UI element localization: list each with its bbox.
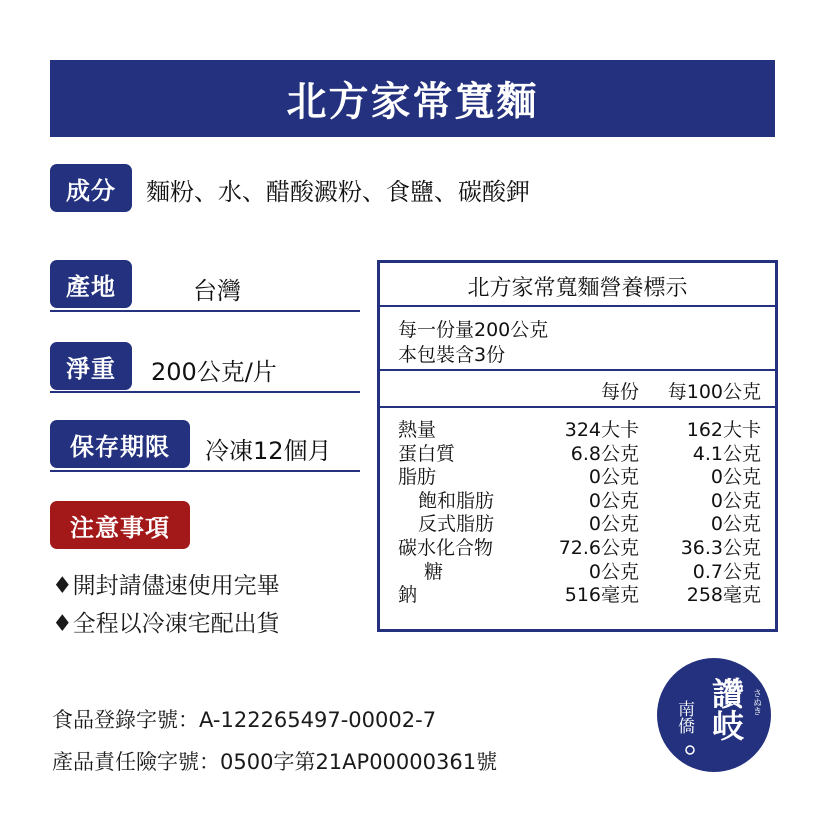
nutrition-row-fat xyxy=(380,462,775,489)
per-serving-value: 0公克 xyxy=(588,560,639,583)
per-serving-value: 0公克 xyxy=(588,466,639,489)
nutrition-title: 北方家常寬麵營養標示 xyxy=(467,276,688,301)
servings-per-pack: 本包裝含3份 xyxy=(398,344,506,366)
nutrient-name: 反式脂肪 xyxy=(418,513,495,536)
nutrition-divider xyxy=(380,305,775,307)
nutrition-row-sodium xyxy=(380,580,775,607)
note-item-2: ♦全程以冷凍宅配出貨 xyxy=(52,611,280,637)
nutrition-row-saturated-fat xyxy=(380,486,775,510)
col-per-100g: 每100公克 xyxy=(667,381,761,403)
shelf-life-rule xyxy=(50,470,360,472)
shelf-life-value: 冷凍12個月 xyxy=(205,437,332,465)
logo-kana: さぬき xyxy=(751,688,761,716)
serving-size: 每一份量200公克 xyxy=(398,319,549,341)
per-100g-value: 0公克 xyxy=(710,513,761,536)
nutrition-divider xyxy=(380,369,775,371)
food-registration-number: 食品登錄字號：A-122265497-00002-7 xyxy=(52,708,437,732)
origin-tag: 產地 xyxy=(50,260,132,308)
nutrient-name: 鈉 xyxy=(398,584,418,607)
nutrition-row-carbohydrate xyxy=(380,533,775,557)
nutrient-name: 碳水化合物 xyxy=(398,536,494,559)
per-100g-value: 0公克 xyxy=(710,466,761,489)
note-item-1: ♦開封請儘速使用完畢 xyxy=(52,573,280,599)
per-serving-value: 0公克 xyxy=(588,489,639,512)
per-serving-value: 516毫克 xyxy=(564,584,639,607)
net-weight-tag: 淨重 xyxy=(50,342,132,390)
nutrition-table xyxy=(377,260,778,632)
per-serving-value: 6.8公克 xyxy=(570,442,639,465)
logo-side-text: 南僑 xyxy=(674,700,694,734)
per-serving-value: 72.6公克 xyxy=(558,536,639,559)
nutrition-row-trans-fat xyxy=(380,509,775,536)
col-per-serving: 每份 xyxy=(600,381,639,403)
nutrition-row-protein xyxy=(380,439,775,463)
notes-tag: 注意事項 xyxy=(50,501,190,549)
sanuki-logo xyxy=(656,657,772,773)
nutrition-rows xyxy=(380,415,775,607)
per-100g-value: 4.1公克 xyxy=(692,442,761,465)
per-100g-value: 0.7公克 xyxy=(692,560,761,583)
nutrient-name: 蛋白質 xyxy=(398,442,456,465)
per-100g-value: 0公克 xyxy=(710,489,761,512)
insurance-number: 產品責任險字號：0500字第21AP00000361號 xyxy=(52,750,498,774)
nutrition-row-sugar xyxy=(380,557,775,581)
shelf-life-tag: 保存期限 xyxy=(50,420,190,468)
product-title: 北方家常寬麵 xyxy=(50,60,775,137)
ingredients-value: 麵粉、水、醋酸澱粉、食鹽、碳酸鉀 xyxy=(146,178,530,206)
net-weight-value: 200公克/片 xyxy=(151,358,277,386)
per-serving-value: 324大卡 xyxy=(564,419,639,441)
origin-rule xyxy=(50,310,360,312)
per-serving-value: 0公克 xyxy=(588,513,639,536)
per-100g-value: 162大卡 xyxy=(686,419,761,441)
ingredients-tag: 成分 xyxy=(50,164,132,212)
per-100g-value: 258毫克 xyxy=(686,584,761,607)
nutrient-name: 飽和脂肪 xyxy=(418,489,495,512)
nutrient-name: 脂肪 xyxy=(398,466,437,489)
nutrient-name: 熱量 xyxy=(398,419,437,441)
logo-char-1: 讚岐 xyxy=(707,677,745,741)
net-weight-rule xyxy=(50,391,360,393)
nutrition-divider xyxy=(380,406,775,408)
nutrition-row-energy xyxy=(380,415,775,439)
per-100g-value: 36.3公克 xyxy=(680,536,761,559)
nutrient-name: 糖 xyxy=(424,560,444,583)
origin-value: 台灣 xyxy=(193,277,241,305)
